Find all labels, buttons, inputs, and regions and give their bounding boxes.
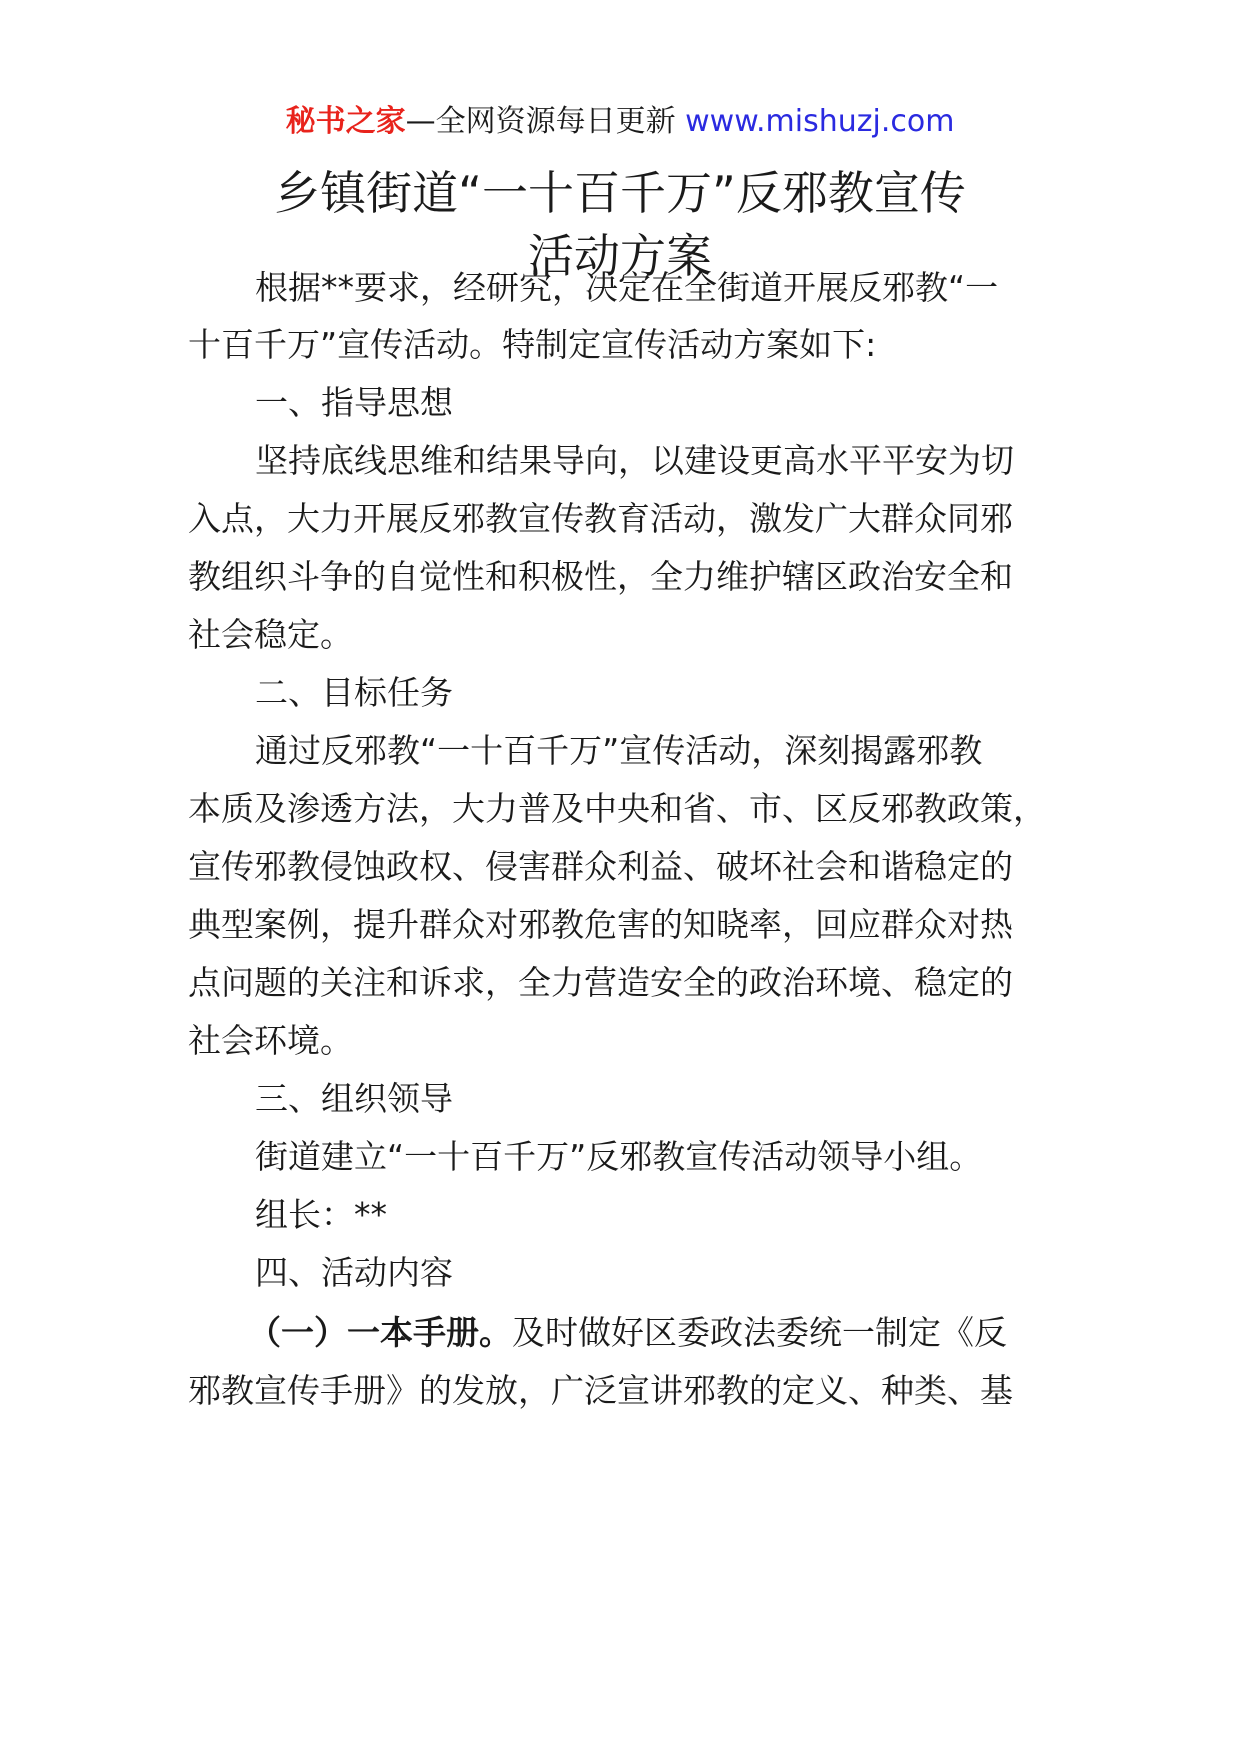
paragraph-line: 点问题的关注和诉求，全力营造安全的政治环境、稳定的: [188, 963, 1013, 1002]
site-header: [0, 100, 1240, 144]
list-item-label: （一）一本手册。: [248, 1313, 512, 1352]
paragraph-line: 十百千万”宣传活动。特制定宣传活动方案如下:: [188, 325, 877, 364]
paragraph-line: 入点，大力开展反邪教宣传教育活动，激发广大群众同邪: [188, 499, 1013, 538]
paragraph-line: 组长：**: [255, 1195, 387, 1234]
paragraph-line: 坚持底线思维和结果导向，以建设更高水平平安为切: [255, 441, 1014, 480]
paragraph-line: 街道建立“一十百千万”反邪教宣传活动领导小组。: [255, 1137, 983, 1176]
document-title-line-2: 活动方案: [528, 229, 712, 283]
paragraph-line: 通过反邪教“一十百千万”宣传活动，深刻揭露邪教: [255, 731, 983, 770]
paragraph-line: 社会稳定。: [188, 615, 353, 654]
document-title-line-1: 乡镇街道“一十百千万”反邪教宣传: [274, 166, 966, 220]
site-tagline: —全网资源每日更新: [405, 104, 686, 139]
paragraph-line: 邪教宣传手册》的发放，广泛宣讲邪教的定义、种类、基: [188, 1371, 1013, 1410]
paragraph-line: 社会环境。: [188, 1021, 353, 1060]
section-heading: 四、活动内容: [255, 1253, 453, 1292]
section-heading: 一、指导思想: [255, 383, 453, 422]
paragraph-line: 本质及渗透方法，大力普及中央和省、市、区反邪教政策，: [188, 789, 1046, 828]
section-heading: 二、目标任务: [255, 673, 453, 712]
paragraph-line: 教组织斗争的自觉性和积极性，全力维护辖区政治安全和: [188, 557, 1013, 596]
paragraph-line: 典型案例，提升群众对邪教危害的知晓率，回应群众对热: [188, 905, 1013, 944]
paragraph-line: 根据**要求，经研究，决定在全街道开展反邪教“一: [255, 268, 999, 307]
site-url-link[interactable]: www.mishuzj.com: [685, 104, 955, 139]
site-brand: 秘书之家: [285, 104, 406, 139]
paragraph-line: 宣传邪教侵蚀政权、侵害群众利益、破坏社会和谐稳定的: [188, 847, 1013, 886]
list-item: [248, 1310, 1007, 1356]
section-heading: 三、组织领导: [255, 1079, 453, 1118]
list-item-text: 及时做好区委政法委统一制定《反: [512, 1313, 1007, 1352]
